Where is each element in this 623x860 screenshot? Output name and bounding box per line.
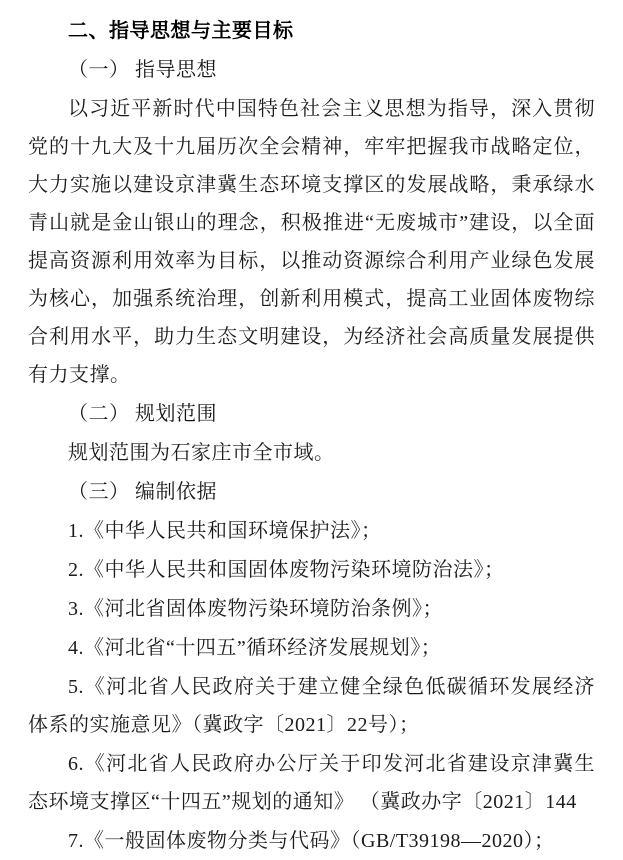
subsection-title-1: （一） 指导思想: [68, 59, 217, 81]
reference-item-5: 5.《河北省人民政府关于建立健全绿色低碳循环发展经济体系的实施意见》（冀政字〔2021〕22号）；: [28, 676, 595, 736]
reference-item-7: 7.《一般固体废物分类与代码》（GB/T39198—2020）；: [68, 830, 555, 852]
section-heading: 二、指导思想与主要目标: [68, 20, 294, 42]
subsection-title-2: （二） 规划范围: [68, 403, 217, 425]
paragraph-guiding-ideology: 以习近平新时代中国特色社会主义思想为指导，深入贯彻党的十九大及十九届历次全会精神，牢牢把握我市战略定位，大力实施以建设京津冀生态环境支撑区的发展战略，秉承绿水青山就是金山银山的理念，积极推进“无废城市”建设，以全面提高资源利用效率为目标，以推动资源综合利用产业绿色发展为核心，加强系统治理，创新利用模式，提高工业固体废物综合利用水平，助力生态文明建设，为经济社会高质量发展提供有力支撑。: [28, 98, 595, 386]
reference-item-6: 6.《河北省人民政府办公厅关于印发河北省建设京津冀生态环境支撑区“十四五”规划的通知》 （冀政办字〔2021〕144: [28, 753, 595, 813]
reference-item-1: 1.《中华人民共和国环境保护法》；: [68, 520, 382, 542]
subsection-title-3: （三） 编制依据: [68, 481, 217, 503]
reference-item-2: 2.《中华人民共和国固体废物污染环境防治法》；: [68, 559, 505, 581]
paragraph-planning-scope: 规划范围为石家庄市全市域。: [68, 442, 335, 464]
reference-item-4: 4.《河北省“十四五”循环经济发展规划》；: [68, 637, 442, 659]
reference-item-3: 3.《河北省固体废物污染环境防治条例》；: [68, 598, 443, 620]
